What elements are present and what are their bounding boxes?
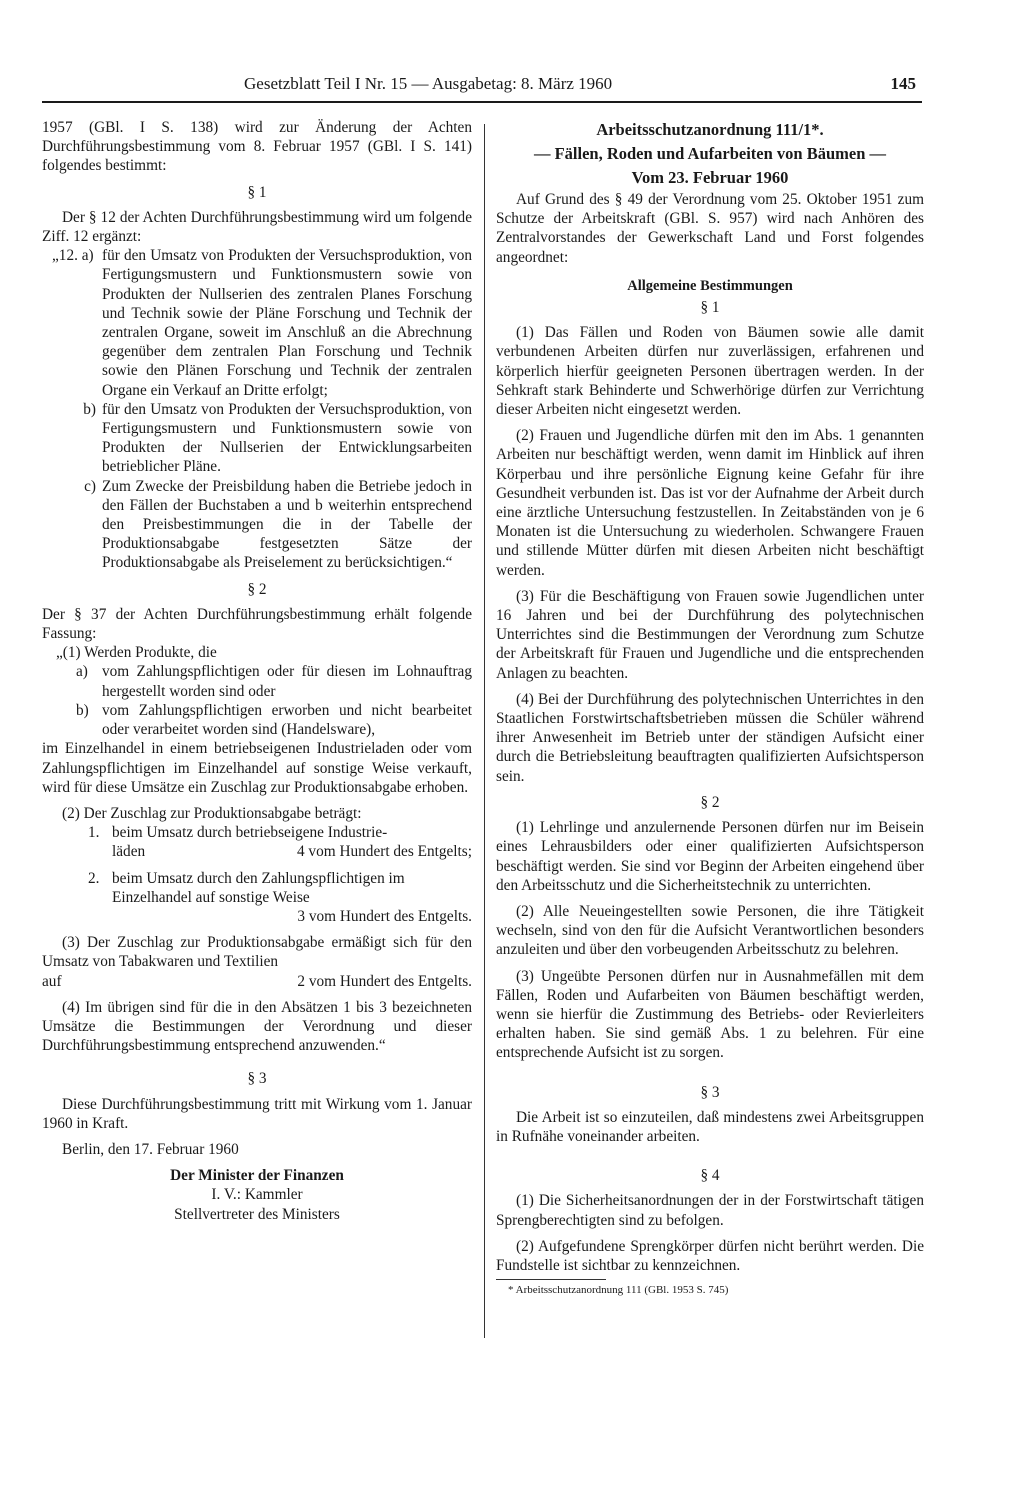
paragraph: (2) Aufgefundene Sprengkörper dürfen nicht berührt werden. Die Fundstelle ist sichtbar zu kennzeichnen. [496,1237,924,1274]
paragraph: (3) Für die Beschäftigung von Frauen sowie Jugendlichen unter 16 Jahren und bei der Durchführung des polytechnischen Unterrichtes sind die Bestimmungen der Verordnung zum Schutze der Arbeitskraft für Frauen und Jugendliche und die entsprechenden Anlagen zu beachten. [496,587,924,682]
paragraph: Der § 37 der Achten Durchführungsbestimmung erhält folgende Fassung: [42,605,472,643]
paragraph: (4) Bei der Durchführung des polytechnischen Unterrichtes in den Staatlichen Forstwirtschaftsbetrieben müssen die Schüler während ihrer Anwesenheit im Betrieb unter der ständigen Aufsicht einer durch die Betriebsleitung beauftragten qualifizierten Aufsichtsperson sein. [496,690,924,785]
header-rule [42,101,922,103]
section-heading: § 3 [700,1083,720,1101]
list-item: „12. a) für den Umsatz von Produkten der Versuchsproduktion, von Fertigungsmustern und Funktionsmustern sowie von Produkten der Nullserien des zentralen Planes Forschung und Technik sowie der Pläne Forschung und Technik der zentralen Organe, soweit im Anschluß an die Abrechnung gegenüber dem zentralen Plan Forschung und Technik sowie den Plänen Forschung und Technik der zentralen Organe ein Verkauf an Dritte erfolgt; [52,247,472,399]
paragraph: im Einzelhandel in einem betriebseigenen Industrieladen oder vom Zahlungspflichtigen im Einzelhandel auf sonstige Weise verkauft, wird für diese Umsätze ein Zuschlag zur Produktionsabgabe erhoben. [42,740,472,796]
list-item: 1. beim Umsatz durch betriebseigene Industrie- läden 4 vom Hundert des Entgelts; [88,824,472,861]
list-item: c) Zum Zwecke der Preisbildung haben die Betriebe jedoch in den Fällen der Buchstaben a und b weiterhin entsprechend den Preisbestimmungen die in der Tabelle der Produktionsabgabe festgesetzten Sätze der Produktionsabgabe als Preiselement zu berücksichtigen.“ [84,477,472,572]
paragraph: (4) Im übrigen sind für die in den Absätzen 1 bis 3 bezeichneten Umsätze die Bestimmungen der Verordnung und dieser Durchführungsbestimmung entsprechend anzuwenden.“ [42,998,472,1055]
section-heading: § 3 [247,1070,267,1088]
paragraph: (3) Der Zuschlag zur Produktionsabgabe ermäßigt sich für den Umsatz von Tabakwaren und Textilien [42,934,472,971]
paragraph: Der § 12 der Achten Durchführungsbestimmung wird um folgende Ziff. 12 ergänzt: [42,208,472,246]
section-heading: § 1 [700,299,720,317]
list-item: 2. beim Umsatz durch den Zahlungspflichtigen im Einzelhandel auf sonstige Weise 3 vom Hundert des Entgelts. [88,869,472,925]
ordinance-title: Arbeitsschutzanordnung 111/1*. [596,120,824,139]
page-number: 145 [890,74,916,93]
list-item: b) für den Umsatz von Produkten der Versuchsproduktion, von Fertigungsmustern und Funktionsmustern sowie von Produkten der Nullserien der Entwicklungsarbeiten betrieblicher Pläne. [83,400,472,476]
running-header [42,74,922,98]
paragraph: (1) Lehrlinge und anzulernende Personen dürfen nur im Beisein eines Lehrausbilders oder einer qualifizierten Aufsichtsperson beschäftigt werden. Sie sind vor Beginn der Arbeiten eingehend über den Arbeitsschutz und die Sicherheitstechnik zu unterrichten. [496,819,924,894]
section-heading: § 4 [700,1167,720,1185]
signer-office: Der Minister der Finanzen [170,1167,344,1185]
paragraph: (2) Der Zuschlag zur Produktionsabgabe beträgt: [62,804,362,822]
paragraph: „(1) Werden Produkte, die [56,644,217,662]
signer-role: Stellvertreter des Ministers [174,1205,340,1223]
section-heading: § 1 [247,183,267,201]
paragraph: (3) Ungeübte Personen dürfen nur in Ausnahmefällen mit dem Fällen, Roden und Aufarbeiten von Bäumen beschäftigt werden, wenn sie hierfür die Zustimmung des Betriebs- oder Revierleiters erhalten haben. Sie sind gemäß Abs. 1 zu belehren. Für eine entsprechende Aufsicht ist zu sorgen. [496,967,924,1062]
section-heading: § 2 [700,793,720,811]
paragraph-rate: auf 2 vom Hundert des Entgelts. [42,972,472,990]
ordinance-date: Vom 23. Februar 1960 [631,168,789,187]
paragraph: (1) Die Sicherheitsanordnungen der in der Forstwirtschaft tätigen Sprengberechtigten sind zu befolgen. [496,1192,924,1229]
right-column [496,118,924,1297]
paragraph: Die Arbeit ist so einzuteilen, daß mindestens zwei Arbeitsgruppen in Rufnähe voneinander arbeiten. [496,1108,924,1145]
ordinance-subtitle: — Fällen, Roden und Aufarbeiten von Bäumen — [533,144,887,163]
intro-paragraph: 1957 (GBl. I S. 138) wird zur Änderung der Achten Durchführungsbestimmung vom 8. Februar 1957 (GBl. I S. 141) folgendes bestimmt: [42,119,472,175]
preamble: Auf Grund des § 49 der Verordnung vom 25. Oktober 1951 zum Schutze der Arbeitskraft (GBl. S. 957) wird nach Anhören des Zentralvorstandes der Gewerkschaft Land und Forst folgendes angeordnet: [496,191,924,266]
footnote: * Arbeitsschutzanordnung 111 (GBl. 1953 S. 745) [508,1284,729,1297]
signer-name: I. V.: Kammler [211,1186,303,1204]
paragraph: (2) Frauen und Jugendliche dürfen mit den im Abs. 1 genannten Arbeiten nur beschäftigt werden, wenn damit im Hinblick auf ihren Körperbau und ihre persönliche Eignung keine Gefahr für ihre Gesundheit verbunden ist. Das ist vor der Aufnahme der Arbeit durch eine ärztliche Untersuchung festzustellen. In Zeitabständen von je 6 Monaten ist die Untersuchung zu wiederholen. Schwangere Frauen und stillende Mütter dürfen mit diesen Arbeiten nicht beschäftigt werden. [496,427,924,579]
column-divider [484,124,485,1338]
list-item: a) vom Zahlungspflichtigen oder für diesen im Lohnauftrag hergestellt worden sind oder [76,663,472,700]
paragraph: (2) Alle Neueingestellten sowie Personen, die ihre Tätigkeit wechseln, sind von den für die Aufsicht Verantwortlichen besonders anzuleiten und über den vorbeugenden Arbeitsschutz zu belehren. [496,902,924,959]
section-heading: § 2 [247,580,267,598]
running-header-title: Gesetzblatt Teil I Nr. 15 — Ausgabetag: 8. März 1960 [244,74,613,93]
paragraph: Diese Durchführungsbestimmung tritt mit Wirkung vom 1. Januar 1960 in Kraft. [42,1095,472,1132]
list-item: b) vom Zahlungspflichtigen erworben und nicht bearbeitet oder verarbeitet worden sind (Handelsware), [76,701,472,739]
place-date: Berlin, den 17. Februar 1960 [62,1140,239,1158]
paragraph: (1) Das Fällen und Roden von Bäumen sowie alle damit verbundenen Arbeiten dürfen nur zuverlässigen, erfahrenen und körperlich hierfür geeigneten Personen übertragen werden. In der Sehkraft stark Behinderte und Schwerhörige dürfen zur Verrichtung dieser Arbeiten nicht eingesetzt werden. [496,324,924,419]
subsection-heading: Allgemeine Bestimmungen [627,277,793,294]
left-column [42,118,472,1224]
footnote-rule [496,1279,606,1280]
